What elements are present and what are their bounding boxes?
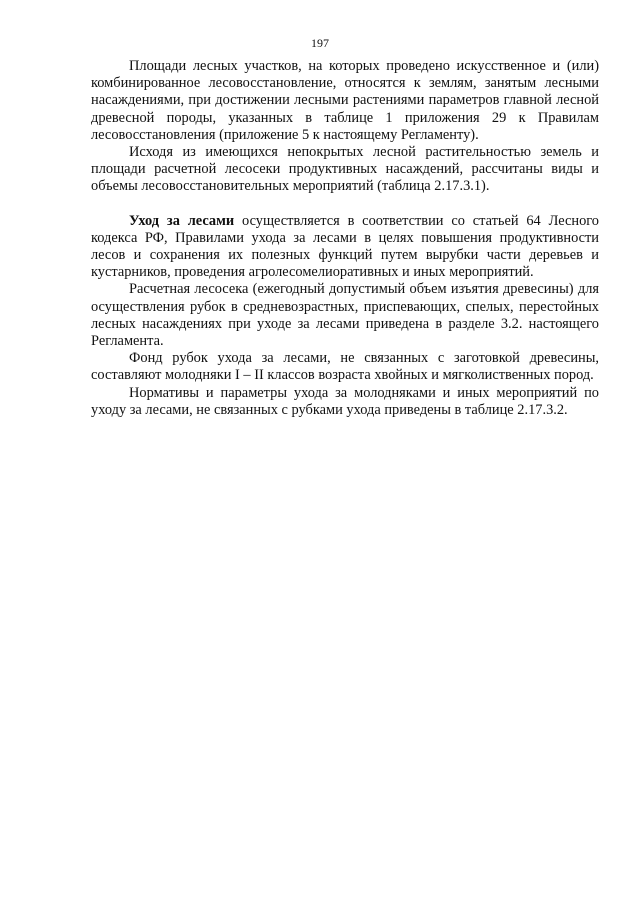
paragraph-norms-reference: Нормативы и параметры ухода за молодняками и иных мероприятий по уходу за лесами, не связанных с рубками ухода приведены в таблице 2.17.3.2. — [91, 384, 599, 418]
forest-care-text: осуществляется в соответствии со статьей 64 Лесного кодекса РФ, Правилами ухода за лесами в целях повышения продуктивности лесов и сохранения их полезных функций путем вырубки части деревьев и кустарников, проведения агролесомелиоративных и иных мероприятий. — [91, 212, 599, 281]
forest-care-heading: Уход за лесами — [129, 212, 235, 229]
paragraph-reforestation-volumes: Исходя из имеющихся непокрытых лесной растительностью земель и площади расчетной лесосеки продуктивных насаждений, рассчитаны виды и объемы лесовосстановительных мероприятий (таблица 2.17.3.1). — [91, 144, 599, 195]
document-body — [91, 58, 599, 419]
paragraph-allowable-cut: Расчетная лесосека (ежегодный допустимый объем изъятия древесины) для осуществления рубок в средневозрастных, приспевающих, спелых, перестойных лесных насаждениях при уходе за лесами приведена в разделе 3.2. настоящего Регламента. — [91, 281, 599, 350]
paragraph-spacer — [91, 196, 599, 213]
paragraph-forest-care — [91, 213, 599, 282]
page-number: 197 — [311, 36, 329, 50]
paragraph-thinning-fund: Фонд рубок ухода за лесами, не связанных с заготовкой древесины, составляют молодняки I – II классов возраста хвойных и мягколиственных пород. — [91, 350, 599, 384]
paragraph-reforested-areas: Площади лесных участков, на которых проведено искусственное и (или) комбинированное лесовосстановление, относятся к землям, занятым лесными насаждениями, при достижении лесными растениями параметров главной лесной древесной породы, указанных в таблице 1 приложения 29 к Правилам лесовосстановления (приложение 5 к настоящему Регламенту). — [91, 58, 599, 143]
